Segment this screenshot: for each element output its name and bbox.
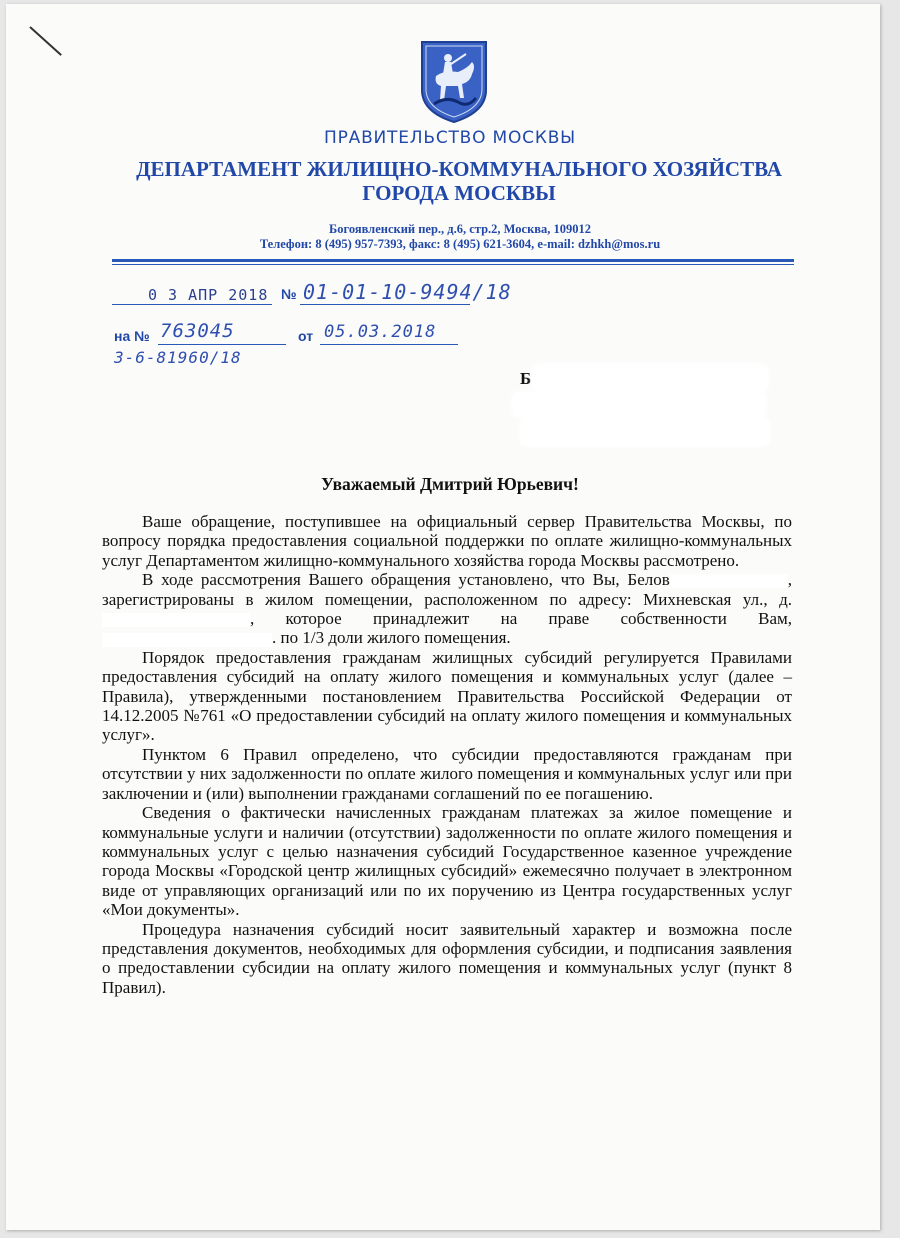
reply-from-date: [324, 322, 436, 342]
department-address-block: [0, 222, 900, 252]
paragraph-2-part-a: В ходе рассмотрения Вашего обращения установлено, что Вы, Белов: [142, 570, 670, 590]
paragraph-4: Пунктом 6 Правил определено, что субсидии предоставляются гражданам при отсутствии у них задолженности по оплате жилого помещения и коммунальных услуг или при заключении и (или) выполнении гражданами соглашений по ее погашению.: [102, 744, 792, 803]
paragraph-1: Ваше обращение, поступившее на официальный сервер Правительства Москвы, по вопросу порядка предоставления социальной поддержки по оплате жилищно-коммунальных услуг Департаментом жилищно-коммунального хозяйства города Москвы рассмотрено.: [102, 512, 792, 570]
outgoing-number-label: №: [281, 286, 297, 302]
recipient-redaction-1: [534, 366, 766, 390]
department-address: Богоявленский пер., д.6, стр.2, Москва, 109012: [328, 222, 592, 236]
owner-redaction-inline: [102, 633, 272, 647]
outgoing-date: [148, 286, 268, 304]
outgoing-date-stamp: 0 3 АПР 2018: [148, 286, 269, 304]
paragraph-3: Порядок предоставления гражданам жилищных субсидий регулируется Правилами предоставления субсидий на оплату жилого помещения и коммунальных услуг (далее – Правила), утвержденными постановлением Правительства Российской Федерации от 14.12.2005 №761 «О предоставлении субсидий на оплату жилого помещения и коммунальных услуг».: [102, 647, 792, 745]
department-title-line1: ДЕПАРТАМЕНТ ЖИЛИЩНО-КОММУНАЛЬНОГО ХОЗЯЙСТВА: [136, 157, 782, 181]
reply-from-date-handwritten: 05.03.2018: [324, 322, 437, 342]
reply-to-label: на №: [114, 328, 150, 344]
outgoing-date-line: [112, 304, 272, 305]
recipient-redaction-2: [514, 394, 764, 416]
header-rule-thin: [112, 264, 794, 265]
reply-to-number-2-handwritten: 3-6-81960/18: [114, 348, 242, 367]
reply-to-number-2: [114, 348, 242, 368]
reply-to-number: [160, 320, 235, 343]
outgoing-number-handwritten: 01-01-10-9494/18: [303, 280, 512, 304]
reply-from-label: от: [298, 328, 314, 344]
header-rule-thick: [112, 259, 794, 262]
paragraph-6: Процедура назначения субсидий носит заявительный характер и возможна после представления документов, необходимых для оформления субсидии, и подписания заявления о предоставлении субсидии на оплату жилого помещения и коммунальных услуг (пункт 8 Правил).: [102, 919, 792, 997]
reply-to-number-handwritten: 763045: [160, 320, 235, 342]
reply-from-date-line: [320, 344, 458, 345]
address-redaction-inline: [670, 574, 788, 588]
reply-to-number-line: [158, 344, 286, 345]
outgoing-number-line: [300, 304, 470, 305]
moscow-coat-of-arms-icon: [418, 38, 490, 124]
paragraph-2-part-b: , зарегистрированы в жилом помещении, расположенном по адресу: Михневская ул., д.: [102, 570, 792, 609]
government-title: ПРАВИТЕЛЬСТВО МОСКВЫ: [324, 128, 576, 148]
recipient-redaction-3: [522, 420, 768, 444]
salutation: Уважаемый Дмитрий Юрьевич!: [321, 474, 579, 494]
department-contacts: Телефон: 8 (495) 957-7393, факс: 8 (495) 621-3604, e-mail: dzhkh@mos.ru: [259, 237, 661, 251]
department-title-line2: ГОРОДА МОСКВЫ: [362, 181, 556, 205]
recipient-name-fragment: Б: [520, 369, 532, 388]
paragraph-2-part-d: . по 1/3 доли жилого помещения.: [272, 628, 511, 648]
paragraph-5: Сведения о фактически начисленных гражданам платежах за жилое помещение и коммунальные услуги и наличии (отсутствии) задолженности по оплате жилого помещения и коммунальных услуг с целью назначения субсидий Государственное казенное учреждение города Москвы «Городской центр жилищных субсидий» ежемесячно получает в электронном виде от управляющих организаций или по их поручению из Центра государственных услуг «Мои документы».: [102, 803, 792, 920]
department-title: [0, 157, 900, 205]
house-redaction-inline: [102, 613, 250, 627]
paragraph-2-part-c: , которое принадлежит на праве собственности Вам,: [250, 609, 792, 629]
outgoing-number: [303, 280, 512, 305]
letter-body: [102, 512, 792, 997]
paragraph-2: [102, 570, 792, 648]
